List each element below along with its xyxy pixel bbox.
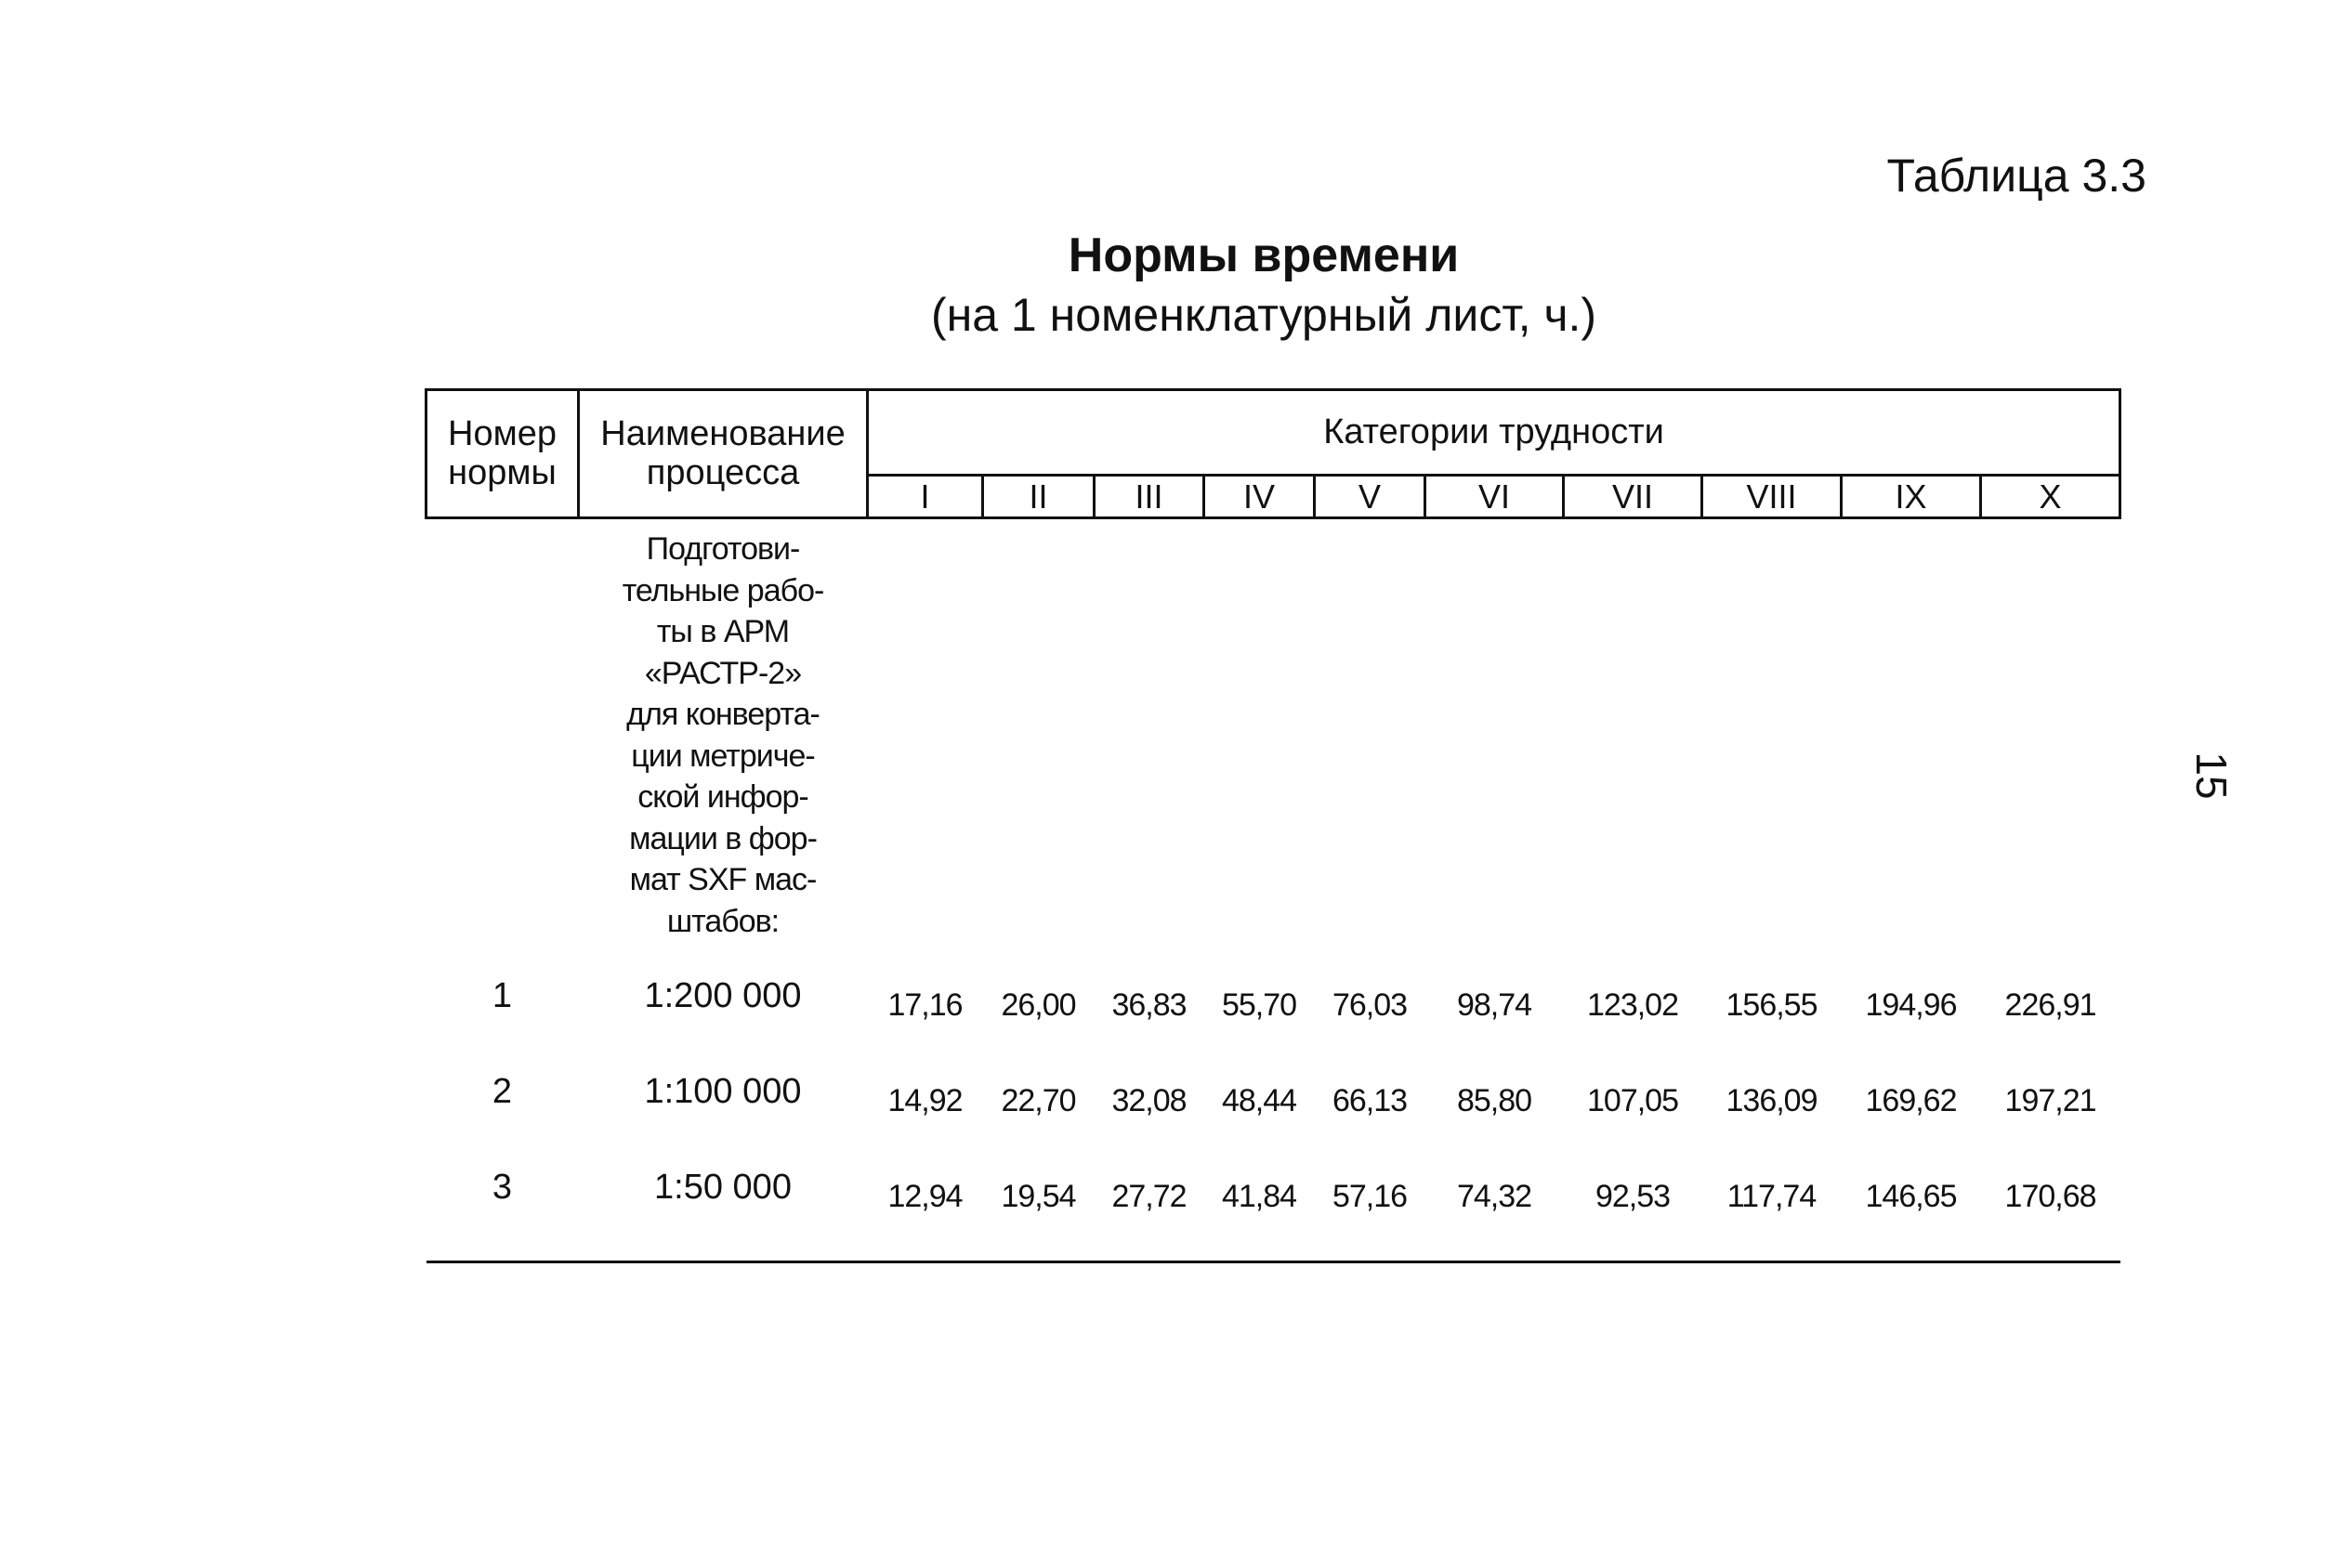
header-category: I [868,476,983,518]
table-row [427,965,2120,1061]
empty-cell [427,518,579,966]
header-norm-number: Номер нормы [427,390,579,518]
norm-value: 41,84 [1204,1156,1315,1262]
header-difficulty-categories: Категории трудности [868,390,2120,476]
norm-value: 12,94 [868,1156,983,1262]
norm-value: 57,16 [1315,1156,1425,1262]
table-row [427,1156,2120,1262]
norm-value: 27,72 [1095,1156,1204,1262]
header-category: VI [1425,476,1564,518]
norm-value: 92,53 [1564,1156,1702,1262]
norm-value: 117,74 [1702,1156,1842,1262]
norm-number: 2 [492,1072,513,1111]
table-header-row [427,390,2120,476]
norm-value: 22,70 [1001,1083,1076,1118]
norm-value: 19,54 [983,1156,1095,1262]
scale-name: 1:50 000 [579,1156,868,1262]
header-category: VII [1564,476,1702,518]
norm-value: 123,02 [1587,987,1678,1023]
header-category: X [1981,476,2120,518]
header-category: IV [1204,476,1315,518]
header-process-name: Наименование процесса [579,390,868,518]
norm-value: 98,74 [1456,987,1532,1023]
scale-name: 1:100 000 [644,1072,802,1111]
norm-value: 14,92 [887,1083,963,1118]
norm-value: 17,16 [887,987,963,1023]
norm-value: 66,13 [1332,1083,1408,1118]
norm-value: 55,70 [1221,987,1297,1023]
norm-value: 107,05 [1587,1083,1678,1118]
header-category: III [1095,476,1204,518]
norm-value: 74,32 [1425,1156,1564,1262]
norm-value: 85,80 [1456,1083,1532,1118]
norm-value: 48,44 [1221,1083,1297,1118]
norm-number: 1 [492,976,513,1015]
table-row [427,1061,2120,1156]
norm-value: 156,55 [1726,987,1818,1023]
norm-value: 36,83 [1111,987,1187,1023]
norm-number: 3 [427,1156,579,1262]
scale-name: 1:200 000 [644,976,802,1015]
section-row [427,518,2120,966]
header-category: V [1315,476,1425,518]
norm-value: 170,68 [1981,1156,2120,1262]
header-category: II [983,476,1095,518]
norm-value: 194,96 [1865,987,1957,1023]
empty-cell [868,518,2120,966]
norm-value: 146,65 [1842,1156,1981,1262]
header-category: IX [1842,476,1981,518]
norm-value: 76,03 [1332,987,1408,1023]
norm-value: 26,00 [1001,987,1076,1023]
norm-value: 32,08 [1111,1083,1187,1118]
norm-value: 136,09 [1726,1083,1818,1118]
norm-value: 197,21 [2004,1083,2096,1118]
table-subtitle: (на 1 номенклатурный лист, ч.) [930,289,1597,341]
section-label: Подготови- тельные рабо- ты в АРМ «РАСТР-2» для конверта- ции метриче- ской инфор- мации в фор- мат SXF мас- штабов: [622,531,824,939]
header-category: VIII [1702,476,1842,518]
norm-value: 169,62 [1865,1083,1957,1118]
norm-value: 226,91 [2004,987,2096,1023]
table-title: Нормы времени [1068,229,1460,282]
table-number: Таблица 3.3 [1886,150,2146,202]
time-norms-table [425,388,2121,1263]
page-number: 15 [2187,751,2236,800]
